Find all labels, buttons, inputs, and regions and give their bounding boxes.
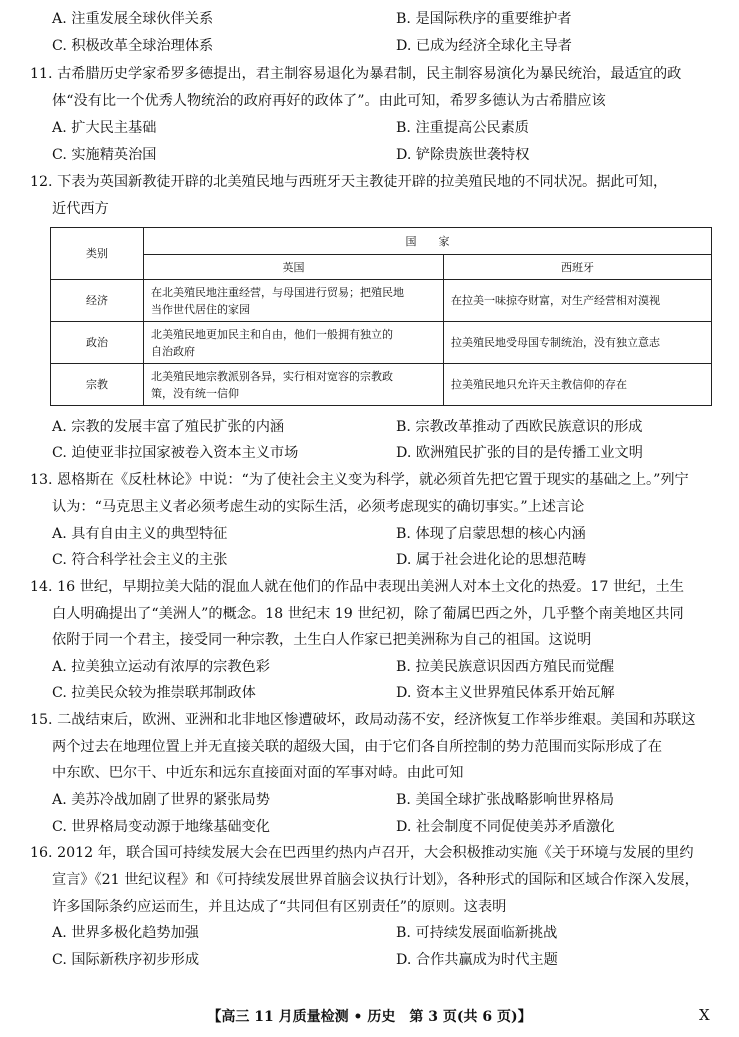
- q16-stem-line-2: 宣言》《21 世纪议程》和《可持续发展世界首脑会议执行计划》，各种形式的国际和区域合作深入发展，: [52, 872, 699, 888]
- q14-option-a: A. 拉美独立运动有浓厚的宗教色彩: [52, 659, 270, 675]
- q16-option-c: C. 国际新秩序初步形成: [52, 952, 200, 968]
- q14-stem-line-1: 14. 16 世纪，早期拉美大陆的混血人就在他们的作品中表现出美洲人对本土文化的热爱。17 世纪，土生: [30, 579, 684, 595]
- cell-line: 北美殖民地宗教派别各异，实行相对宽容的宗教政: [151, 369, 393, 383]
- table-row: [51, 280, 712, 322]
- q11-option-c: C. 实施精英治国: [52, 147, 157, 163]
- q12-option-d: D. 欧洲殖民扩张的目的是传播工业文明: [396, 445, 643, 461]
- q13-option-a: A. 具有自由主义的典型特征: [52, 526, 228, 542]
- q15-stem-line-3: 中东欧、巴尔干、中近东和远东直接面对面的军事对峙。由此可知: [52, 765, 464, 781]
- table-cell-spain: 拉美殖民地受母国专制统治，没有独立意志: [444, 322, 712, 364]
- q15-stem-line-2: 两个过去在地理位置上并无直接关联的超级大国，由于它们各自所控制的势力范围而实际形成了在: [52, 739, 663, 755]
- q11-stem-line-2: 体“没有比一个优秀人物统治的政府再好的政体了”。由此可知，希罗多德认为古希腊应该: [52, 93, 606, 109]
- cell-line: 在北美殖民地注重经营，与母国进行贸易；把殖民地: [151, 285, 404, 299]
- q13-option-d: D. 属于社会进化论的思想范畴: [396, 552, 587, 568]
- table-row-label: 宗教: [51, 364, 144, 406]
- cell-line: 北美殖民地更加民主和自由，他们一般拥有独立的: [151, 327, 393, 341]
- q10-option-d: D. 已成为经济全球化主导者: [396, 38, 572, 54]
- table-header-category: 类别: [51, 228, 144, 280]
- q11-stem-line-1: 11. 古希腊历史学家希罗多德提出，君主制容易退化为暴君制，民主制容易演化为暴民统治，最适宜的政: [30, 66, 682, 82]
- q12-stem-line-1: 12. 下表为英国新教徒开辟的北美殖民地与西班牙天主教徒开辟的拉美殖民地的不同状况。据此可知，: [30, 174, 668, 190]
- q14-option-d: D. 资本主义世界殖民体系开始瓦解: [396, 685, 615, 701]
- q10-option-c: C. 积极改革全球治理体系: [52, 38, 214, 54]
- q13-stem-line-1: 13. 恩格斯在《反杜林论》中说：“为了使社会主义变为科学，就必须首先把它置于现实的基础之上。”列宁: [30, 472, 689, 488]
- table-cell-england: [144, 322, 444, 364]
- q15-option-c: C. 世界格局变动源于地缘基础变化: [52, 819, 270, 835]
- q15-option-a: A. 美苏冷战加剧了世界的紧张局势: [52, 792, 270, 808]
- q16-option-d: D. 合作共赢成为时代主题: [396, 952, 558, 968]
- q15-option-b: B. 美国全球扩张战略影响世界格局: [396, 792, 615, 808]
- q12-option-c: C. 迫使亚非拉国家被卷入资本主义市场: [52, 445, 299, 461]
- cell-line: 当作世代居住的家园: [151, 302, 250, 316]
- table-header-country: 国 家: [144, 228, 712, 255]
- q12-option-b: B. 宗教改革推动了西欧民族意识的形成: [396, 419, 643, 435]
- table-row: [51, 364, 712, 406]
- q14-option-b: B. 拉美民族意识因西方殖民而觉醒: [396, 659, 615, 675]
- cell-line: 策，没有统一信仰: [151, 386, 239, 400]
- table-row: [51, 322, 712, 364]
- version-mark: X: [699, 1006, 710, 1024]
- q16-stem-line-1: 16. 2012 年，联合国可持续发展大会在巴西里约热内卢召开，大会积极推动实施《关于环境与发展的里约: [30, 845, 694, 861]
- q14-option-c: C. 拉美民众较为推崇联邦制政体: [52, 685, 256, 701]
- q10-option-b: B. 是国际秩序的重要维护者: [396, 11, 572, 27]
- q13-option-b: B. 体现了启蒙思想的核心内涵: [396, 526, 586, 542]
- table-col-spain: 西班牙: [444, 255, 712, 280]
- q14-stem-line-2: 白人明确提出了“美洲人”的概念。18 世纪末 19 世纪初，除了葡属巴西之外，几乎整个南美地区共同: [52, 606, 684, 622]
- q13-option-c: C. 符合科学社会主义的主张: [52, 552, 228, 568]
- table-cell-england: [144, 364, 444, 406]
- q16-stem-line-3: 许多国际条约应运而生，并且达成了“共同但有区别责任”的原则。这表明: [52, 899, 507, 915]
- table-cell-spain: 在拉美一味掠夺财富，对生产经营相对漠视: [444, 280, 712, 322]
- q13-stem-line-2: 认为：“马克思主义者必须考虑生动的实际生活，必须考虑现实的确切事实。”上述言论: [52, 499, 585, 515]
- q12-option-a: A. 宗教的发展丰富了殖民扩张的内涵: [52, 419, 285, 435]
- table-row-label: 经济: [51, 280, 144, 322]
- page-footer: 【高三 11 月质量检测 • 历史 第 3 页(共 6 页)】: [207, 1009, 532, 1025]
- q15-stem-line-1: 15. 二战结束后，欧洲、亚洲和北非地区惨遭破坏，政局动荡不安，经济恢复工作举步维艰。美国和苏联这: [30, 712, 696, 728]
- table-col-england: 英国: [144, 255, 444, 280]
- cell-line: 自治政府: [151, 344, 195, 358]
- q16-option-b: B. 可持续发展面临新挑战: [396, 925, 558, 941]
- q12-comparison-table: [50, 227, 712, 406]
- q12-stem-line-2: 近代西方: [52, 201, 109, 217]
- table-cell-england: [144, 280, 444, 322]
- q16-option-a: A. 世界多极化趋势加强: [52, 925, 199, 941]
- table-cell-spain: 拉美殖民地只允许天主教信仰的存在: [444, 364, 712, 406]
- q11-option-b: B. 注重提高公民素质: [396, 120, 529, 136]
- q10-option-a: A. 注重发展全球伙伴关系: [52, 11, 214, 27]
- q11-option-a: A. 扩大民主基础: [52, 120, 157, 136]
- q11-option-d: D. 铲除贵族世袭特权: [396, 147, 530, 163]
- q15-option-d: D. 社会制度不同促使美苏矛盾激化: [396, 819, 615, 835]
- table-row-label: 政治: [51, 322, 144, 364]
- q14-stem-line-3: 依附于同一个君主，接受同一种宗教，土生白人作家已把美洲称为自己的祖国。这说明: [52, 632, 592, 648]
